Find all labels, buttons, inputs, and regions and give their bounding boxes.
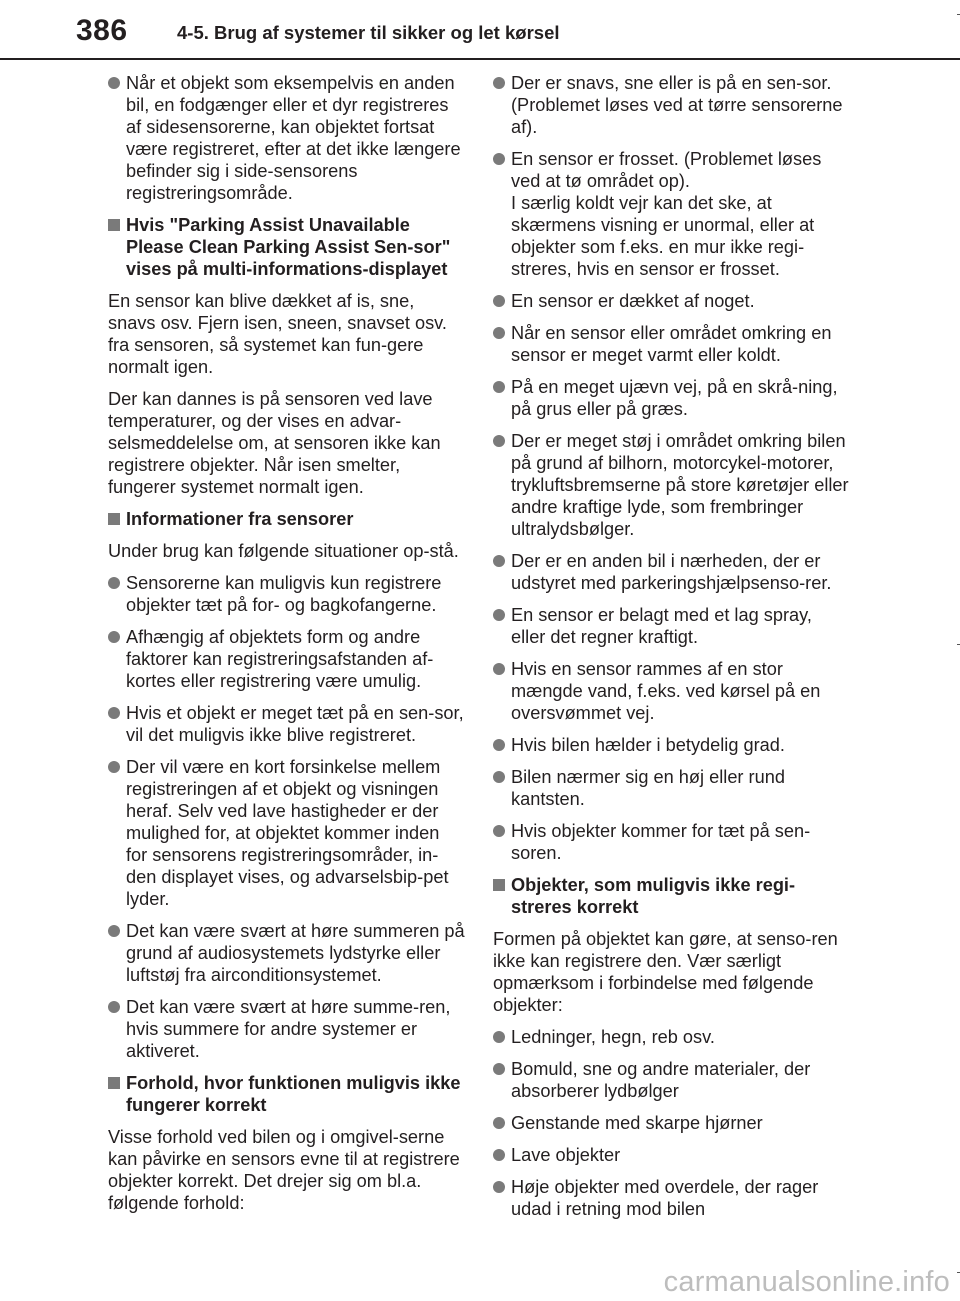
list-item <box>493 1112 850 1134</box>
bullet-dot-icon <box>108 77 120 89</box>
subsection-heading <box>108 1072 465 1116</box>
heading-square-icon <box>493 879 505 891</box>
bullet-dot-icon <box>493 1149 505 1161</box>
section-title: 4-5. Brug af systemer til sikker og let kørsel <box>177 22 560 43</box>
block-text: Afhængig af objektets form og andre faktorer kan registreringsafstanden af-kortes eller registrering være umulig. <box>126 627 434 691</box>
block-text: Visse forhold ved bilen og i omgivel-serne kan påvirke en sensors evne til at registrere objekter korrekt. Det drejer sig om bl.a. følgende forhold: <box>108 1127 460 1213</box>
block-text: Der er en anden bil i nærheden, der er udstyret med parkeringshjælpsenso-rer. <box>511 551 832 593</box>
bullet-dot-icon <box>108 1001 120 1013</box>
block-text: Hvis bilen hælder i betydelig grad. <box>511 735 785 755</box>
bullet-dot-icon <box>493 555 505 567</box>
bullet-dot-icon <box>108 761 120 773</box>
list-item <box>493 1026 850 1048</box>
list-item <box>493 376 850 420</box>
block-text: Når et objekt som eksempelvis en anden bil, en fodgænger eller et dyr registreres af sidesensorerne, kan objektet fortsat være registreret, efter at det ikke længere befinder sig i side-sensorens registreringsområde. <box>126 73 461 203</box>
block-text: Under brug kan følgende situationer op-stå. <box>108 541 459 561</box>
block-text: Formen på objektet kan gøre, at senso-ren ikke kan registrere den. Vær særligt opmærksom i forbindelse med følgende objekter: <box>493 929 838 1015</box>
block-text: Genstande med skarpe hjørner <box>511 1113 763 1133</box>
bullet-dot-icon <box>493 1117 505 1129</box>
body-paragraph <box>108 290 465 378</box>
list-item <box>493 148 850 280</box>
block-text: En sensor kan blive dækket af is, sne, snavs osv. Fjern isen, sneen, snavset osv. fra sensoren, så systemet kan fun-gere normalt igen. <box>108 291 447 377</box>
bullet-dot-icon <box>108 631 120 643</box>
list-item <box>493 734 850 756</box>
body-paragraph <box>108 388 465 498</box>
bullet-dot-icon <box>493 327 505 339</box>
bullet-dot-icon <box>493 1031 505 1043</box>
block-text: Der er snavs, sne eller is på en sen-sor. (Problemet løses ved at tørre sensorerne af). <box>511 73 843 137</box>
block-text: Sensorerne kan muligvis kun registrere objekter tæt på for- og bagkofangerne. <box>126 573 442 615</box>
list-item <box>493 1058 850 1102</box>
block-text: Der er meget støj i området omkring bilen på grund af bilhorn, motorcykel-motorer, trykluftsbremserne på store køretøjer eller andre kraftige lyde, som frembringer ultralydsbølger. <box>511 431 849 539</box>
block-text: En sensor er belagt med et lag spray, eller det regner kraftigt. <box>511 605 812 647</box>
list-item <box>493 72 850 138</box>
watermark: carmanualsonline.info <box>663 1266 950 1298</box>
block-text: Hvis "Parking Assist Unavailable Please Clean Parking Assist Sen-sor" vises på multi-informations-displayet <box>126 215 451 279</box>
bullet-dot-icon <box>493 663 505 675</box>
header-rule <box>0 58 960 60</box>
bullet-dot-icon <box>493 381 505 393</box>
bullet-dot-icon <box>108 925 120 937</box>
left-column <box>108 72 465 1224</box>
list-item <box>108 702 465 746</box>
heading-square-icon <box>108 219 120 231</box>
bullet-dot-icon <box>493 609 505 621</box>
heading-square-icon <box>108 513 120 525</box>
list-item <box>493 658 850 724</box>
body-paragraph <box>108 1126 465 1214</box>
list-item <box>493 1176 850 1220</box>
list-item <box>493 766 850 810</box>
list-item <box>108 72 465 204</box>
subsection-heading <box>108 508 465 530</box>
block-text: Det kan være svært at høre summeren på grund af audiosystemets lydstyrke eller luftstøj fra airconditionsystemet. <box>126 921 465 985</box>
list-item <box>493 322 850 366</box>
bullet-dot-icon <box>493 435 505 447</box>
bullet-dot-icon <box>493 1181 505 1193</box>
bullet-dot-icon <box>493 825 505 837</box>
list-item <box>108 920 465 986</box>
block-text: Hvis et objekt er meget tæt på en sen-sor, vil det muligvis ikke blive registreret. <box>126 703 464 745</box>
list-item <box>108 756 465 910</box>
bullet-dot-icon <box>493 77 505 89</box>
body-paragraph <box>493 928 850 1016</box>
body-paragraph <box>108 540 465 562</box>
bullet-dot-icon <box>493 153 505 165</box>
list-item <box>493 290 850 312</box>
block-text: Hvis objekter kommer for tæt på sen-soren. <box>511 821 811 863</box>
block-text: En sensor er dækket af noget. <box>511 291 755 311</box>
block-text: Bomuld, sne og andre materialer, der absorberer lydbølger <box>511 1059 811 1101</box>
subsection-heading <box>108 214 465 280</box>
block-text: Hvis en sensor rammes af en stor mængde vand, f.eks. ved kørsel på en oversvømmet vej. <box>511 659 821 723</box>
list-item <box>493 820 850 864</box>
page-number: 386 <box>76 14 128 47</box>
block-text: Når en sensor eller området omkring en sensor er meget varmt eller koldt. <box>511 323 832 365</box>
bullet-dot-icon <box>108 707 120 719</box>
block-text: Ledninger, hegn, reb osv. <box>511 1027 715 1047</box>
block-text: Objekter, som muligvis ikke regi-streres korrekt <box>511 875 796 917</box>
bullet-dot-icon <box>493 1063 505 1075</box>
block-text: Det kan være svært at høre summe-ren, hvis summere for andre systemer er aktiveret. <box>126 997 451 1061</box>
heading-square-icon <box>108 1077 120 1089</box>
list-item <box>108 626 465 692</box>
block-text: Der kan dannes is på sensoren ved lave temperaturer, og der vises en advar-selsmeddelelse om, at sensoren ikke kan registrere objekter. Når isen smelter, fungerer systemet normalt igen. <box>108 389 441 497</box>
subsection-heading <box>493 874 850 918</box>
block-text: Høje objekter med overdele, der rager udad i retning mod bilen <box>511 1177 819 1219</box>
list-item <box>493 604 850 648</box>
block-text: En sensor er frosset. (Problemet løses ved at tø området op). I særlig koldt vejr kan det ske, at skærmens visning er unormal, eller at objekter som f.eks. en mur ikke regi-streres, hvis en sensor er frosset. <box>511 149 822 279</box>
block-text: Forhold, hvor funktionen muligvis ikke fungerer korrekt <box>126 1073 461 1115</box>
list-item <box>108 572 465 616</box>
block-text: På en meget ujævn vej, på en skrå-ning, på grus eller på græs. <box>511 377 838 419</box>
block-text: Informationer fra sensorer <box>126 509 354 529</box>
bullet-dot-icon <box>493 295 505 307</box>
bullet-dot-icon <box>493 739 505 751</box>
bullet-dot-icon <box>108 577 120 589</box>
bullet-dot-icon <box>493 771 505 783</box>
block-text: Bilen nærmer sig en høj eller rund kantsten. <box>511 767 785 809</box>
right-column <box>493 72 850 1230</box>
list-item <box>493 550 850 594</box>
block-text: Der vil være en kort forsinkelse mellem registreringen af et objekt og visningen heraf. Selv ved lave hastigheder er der mulighed for, at objektet kommer inden for sensorens registreringsområder, in-den displayet vises, og advarselsbip-pet lyder. <box>126 757 449 909</box>
block-text: Lave objekter <box>511 1145 621 1165</box>
list-item <box>493 430 850 540</box>
list-item <box>108 996 465 1062</box>
list-item <box>493 1144 850 1166</box>
